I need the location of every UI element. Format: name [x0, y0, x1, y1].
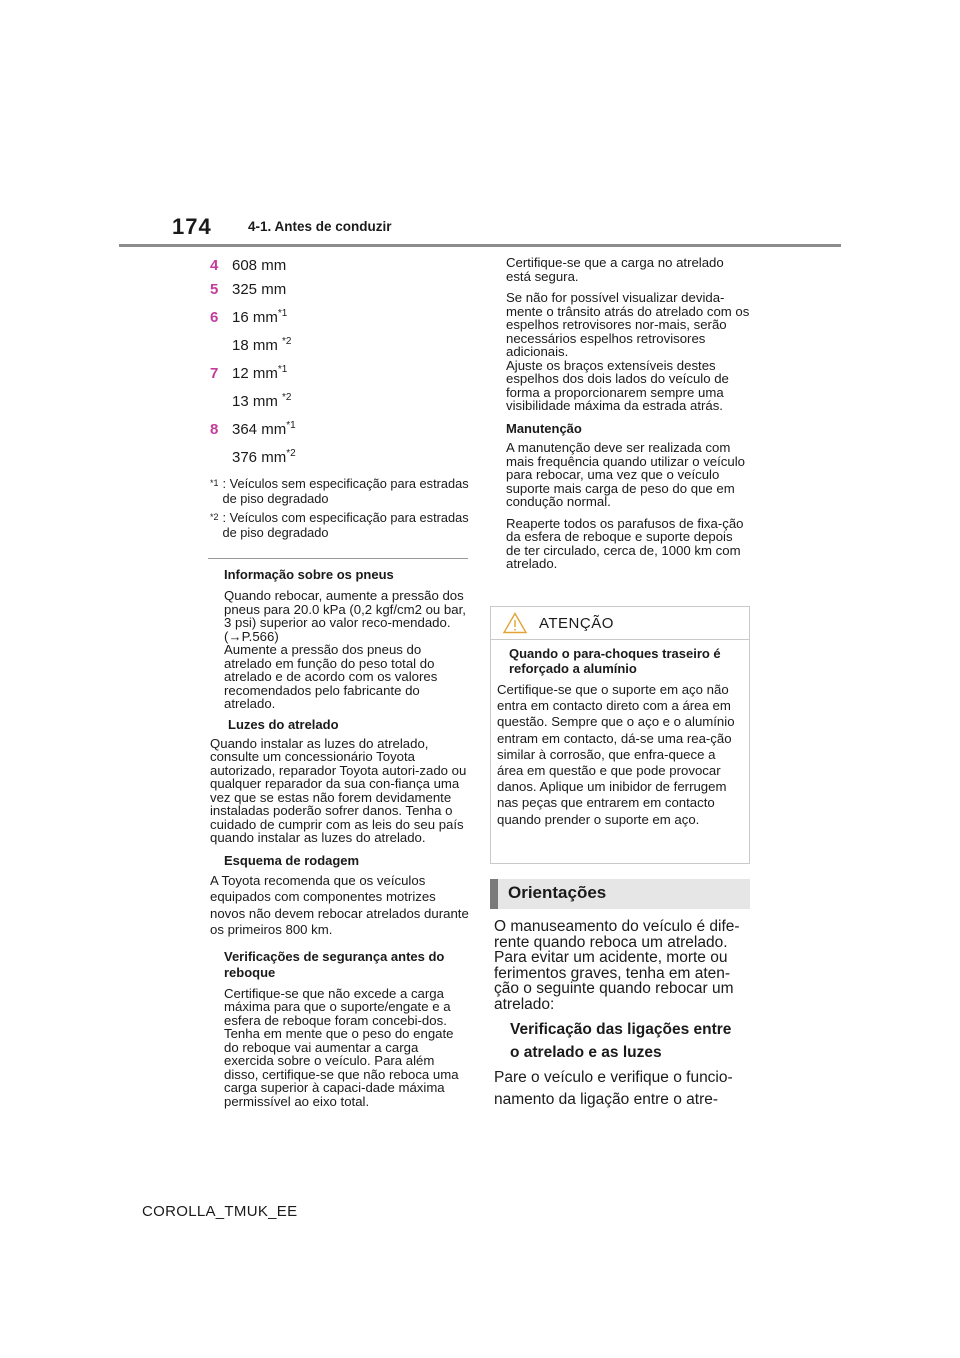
caution-box [490, 606, 750, 864]
break-in-heading: Esquema de rodagem [224, 852, 360, 868]
page-number: 174 [172, 214, 212, 239]
footnote [210, 510, 470, 540]
tire-info-heading: Informação sobre os pneus [224, 567, 394, 582]
connection-check-text-line-1: Pare o veículo e verifique o funcio- [494, 1069, 733, 1086]
measurement-number: 4 [210, 257, 219, 274]
footnote [210, 476, 470, 506]
heading-marker [490, 879, 498, 909]
tire-info-text-2: Aumente a pressão dos pneus do atrelado em função do peso total do atrelado e de acordo com os valores recomendados pelo fabricante do atrelado. [224, 642, 438, 711]
footnote-ref: *2 [282, 336, 292, 347]
footnotes [210, 476, 470, 540]
load-secure-text: Certifique-se que a carga no atrelado está segura. [506, 255, 724, 284]
footnote-ref: *1 [286, 420, 296, 431]
measurement-value: 16 mm [232, 309, 278, 326]
maintenance-text-2: Reaperte todos os parafusos de fixa-ção da esfera de reboque e suporte depois de ter circulado, cerca de, 1000 km com atrelado. [506, 515, 744, 571]
measurement-item [210, 442, 470, 470]
measurement-item [210, 254, 470, 278]
connection-check-heading-line-1: Verificação das ligações entre [510, 1021, 732, 1038]
measurement-list [210, 254, 470, 470]
mirrors-text: Se não for possível visualizar devida-mente o trânsito atrás do atrelado com os espelhos retrovisores nor-mais, serão necessários espelhos retrovisores adicionais. [506, 290, 750, 359]
measurement-value: 376 mm [232, 449, 287, 466]
footnote-ref: *2 [282, 392, 292, 403]
trailer-lights-text: Quando instalar as luzes do atrelado, consulte um concessionário Toyota autorizado, reparador Toyota autori-zado ou qualquer reparador da sua con-fiança uma vez que se estas não forem devidamente instaladas poderão sofrer danos. Tenha o cuidado de cumprir com as leis do seu país quando instalar as luzes do atrelado. [210, 735, 467, 845]
measurement-value: 364 mm [232, 421, 287, 438]
left-column [210, 254, 470, 1108]
orientations-heading-bar [490, 879, 750, 909]
measurement-number: 6 [210, 309, 219, 326]
measurement-number: 7 [210, 365, 219, 382]
measurement-item [210, 302, 470, 330]
measurement-item [210, 414, 470, 442]
measurement-item [210, 358, 470, 386]
caution-header [491, 607, 749, 640]
safety-check-text: Certifique-se que não excede a carga máxima para que o suporte/engate e a esfera de reboque foram concebi-dos. Tenha em mente que o peso do engate do reboque vai aumentar a carga exercida sobre o veículo. Para além disso, certifique-se que não reboca uma carga superior à capaci-dade máxima permissível ao eixo total. [224, 985, 459, 1109]
footnote-ref: *1 [277, 364, 288, 375]
safety-check-heading: Verificações de segurança antes do reboque [224, 948, 445, 980]
warning-icon [503, 612, 527, 634]
footnote-text: : Veículos com especificação para estradas de piso degradado [222, 510, 469, 540]
measurement-number: 5 [210, 281, 219, 298]
measurement-number: 8 [210, 421, 219, 438]
caution-label: ATENÇÃO [539, 614, 614, 632]
footnote-ref: *2 [286, 448, 296, 459]
break-in-text: A Toyota recomenda que os veículos equipados com componentes motrizes novos não devem rebocar atrelados durante os primeiros 800 km. [210, 872, 469, 937]
section-divider [208, 558, 468, 559]
measurement-item [210, 330, 470, 358]
header-divider [119, 244, 841, 247]
caution-text: Certifique-se que o suporte em aço não entra em contacto direto com a área em questão. Sempre que o aço e o alumínio entram em contacto, dá-se uma rea-ção similar à corrosão, que enfra-quece a área em questão e que pode provocar danos. Aplique um inibidor de ferrugem nas peças que entrarem em contacto quando prender o suporte em aço. [497, 682, 735, 827]
orientations-heading: Orientações [508, 883, 607, 902]
measurement-value: 13 mm [232, 393, 283, 410]
footnote-key: *2 [210, 512, 219, 522]
maintenance-text: A manutenção deve ser realizada com mais frequência quando utilizar o veículo para rebocar, uma vez que o veículo suporte mais carga de peso do que em condução normal. [506, 440, 745, 509]
right-column [494, 256, 750, 571]
caution-subtitle: Quando o para-choques traseiro é reforçado a alumínio [509, 646, 721, 676]
mirrors-adjust-text: Ajuste os braços extensíveis destes espelhos dos dois lados do veículo de forma a proporcionarem sempre uma visibilidade máxima da estrada atrás. [506, 357, 729, 413]
orientations-intro: O manuseamento do veículo é dife-rente quando reboca um atrelado. Para evitar um acidente, morte ou ferimentos graves, tenha em aten-ção o seguinte quando rebocar um atrelado: [494, 918, 740, 1013]
footnote-text: : Veículos sem especificação para estradas de piso degradado [222, 476, 469, 506]
measurement-value: 18 mm [232, 337, 283, 354]
measurement-value: 325 mm [232, 281, 287, 298]
measurement-item [210, 386, 470, 414]
document-code: COROLLA_TMUK_EE [142, 1203, 298, 1220]
footnote-ref: *1 [277, 308, 288, 319]
trailer-lights-heading: Luzes do atrelado [228, 716, 339, 732]
maintenance-heading: Manutenção [506, 420, 582, 436]
footnote-key: *1 [210, 478, 219, 488]
tire-info-text: Quando rebocar, aumente a pressão dos pneus para 20.0 kPa (0,2 kgf/cm2 ou bar, 3 psi) superior ao valor reco-mendado. (→P.566) [224, 588, 466, 644]
measurement-value: 12 mm [232, 365, 278, 382]
connection-check-text-line-2: namento da ligação entre o atre- [494, 1091, 719, 1108]
measurement-value: 608 mm [232, 257, 287, 274]
measurement-item [210, 278, 470, 302]
connection-check-heading-line-2: o atrelado e as luzes [510, 1044, 662, 1061]
section-title: 4-1. Antes de conduzir [248, 219, 392, 234]
